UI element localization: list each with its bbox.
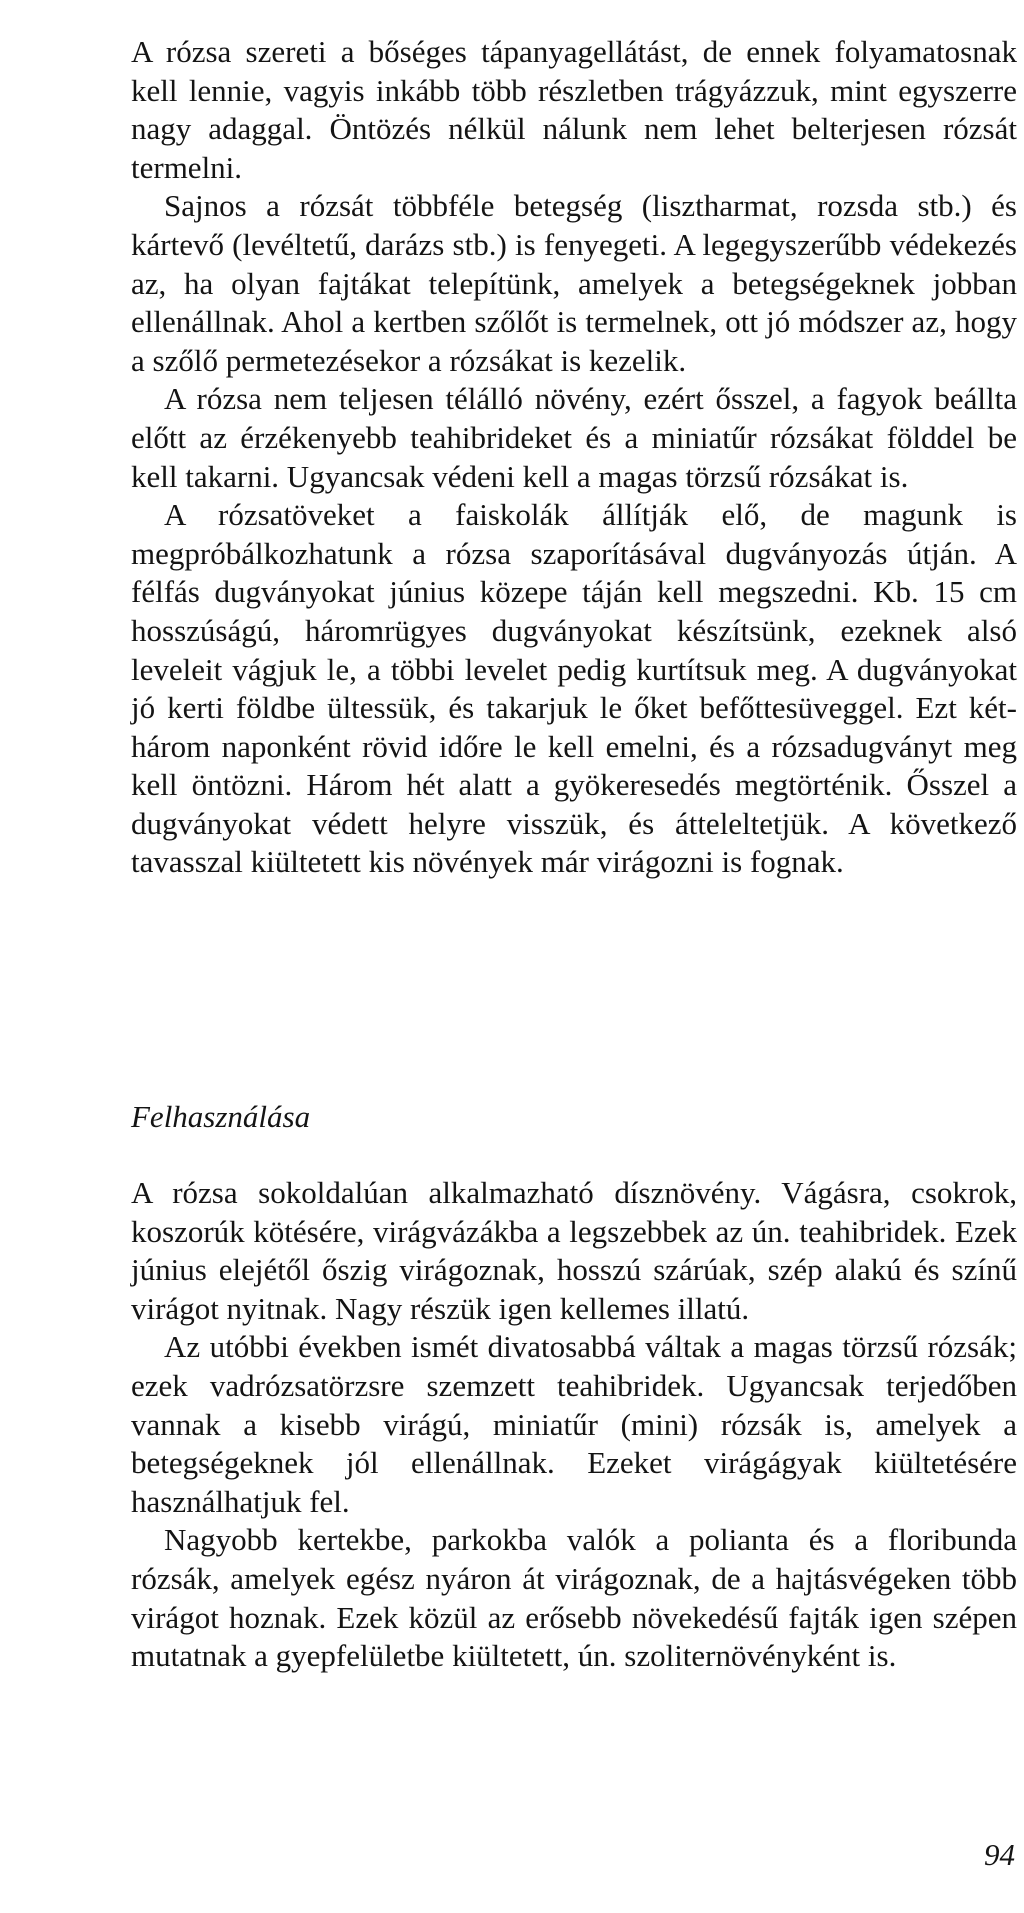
paragraph-winter-protection: A rózsa nem teljesen télálló növény, ezért ősszel, a fagyok beállta előtt az érzékenyebb teahibrideket és a miniatűr rózsákat földdel be kell takarni. Ugyancsak védeni kell a magas törzsű rózsákat is. (131, 381, 1017, 494)
paragraph-propagation: A rózsatöveket a faiskolák állítják elő, de magunk is megpróbálkozhatunk a rózsa szaporításával dugványozás útján. A félfás dugványokat június közepe táján kell megszedni. Kb. 15 cm hosszúságú, háromrügyes dugványokat készítsünk, ezeknek alsó leveleit vágjuk le, a többi levelet pedig kurtítsuk meg. A dugványokat jó kerti földbe ültessük, és takarjuk le őket befőttesüveggel. Ezt két-három naponként rövid időre le kell emelni, és a rózsadugványt meg kell öntözni. Három hét alatt a gyökeresedés megtörténik. Ősszel a dugványokat védett helyre visszük, és átteleltetjük. A következő tavasszal kiültetett kis növények már virágozni is fognak. (131, 497, 1017, 880)
section-one-text (131, 33, 1017, 882)
paragraph-polyantha-floribunda: Nagyobb kertekbe, parkokba valók a polianta és a floribunda rózsák, amelyek egész nyáron át virágoznak, de a hajtásvégeken több virágot hoznak. Ezek közül az erősebb növekedésű fajták igen szépen mutatnak a gyepfelületbe kiültetett, ún. szoliternövényként is. (131, 1522, 1017, 1674)
paragraph-fertilizing: A rózsa szereti a bőséges tápanyagellátást, de ennek folyamatosnak kell lennie, vagyis inkább több részletben trágyázzuk, mint egyszerre nagy adaggal. Öntözés nélkül nálunk nem lehet belterjesen rózsát termelni. (131, 34, 1017, 185)
section-two-text (131, 1174, 1017, 1676)
page-number: 94 (984, 1837, 1015, 1872)
paragraph-diseases: Sajnos a rózsát többféle betegség (lisztharmat, rozsda stb.) és kártevő (levéltetű, darázs stb.) is fenyegeti. A legegyszerűbb védekezés az, ha olyan fajtákat telepítünk, amelyek a betegségeknek jobban ellenállnak. Ahol a kertben szőlőt is termelnek, ott jó módszer az, hogy a szőlő permetezésekor a rózsákat is kezelik. (131, 188, 1017, 378)
section-heading-usage: Felhasználása (131, 1099, 311, 1134)
paragraph-standard-and-mini-roses: Az utóbbi években ismét divatosabbá váltak a magas törzsű rózsák; ezek vadrózsatörzsre szemzett teahibridek. Ugyancsak terjedőben vannak a kisebb virágú, miniatűr (mini) rózsák is, amelyek a betegségeknek jól ellenállnak. Ezeket virágágyak kiültetésére használhatjuk fel. (131, 1329, 1017, 1519)
paragraph-versatile-use: A rózsa sokoldalúan alkalmazható dísznövény. Vágásra, csokrok, koszorúk kötésére, virágvázákba a legszebbek az ún. teahibridek. Ezek június elejétől őszig virágoznak, hosszú szárúak, szép alakú és színű virágot nyitnak. Nagy részük igen kellemes illatú. (131, 1175, 1017, 1326)
